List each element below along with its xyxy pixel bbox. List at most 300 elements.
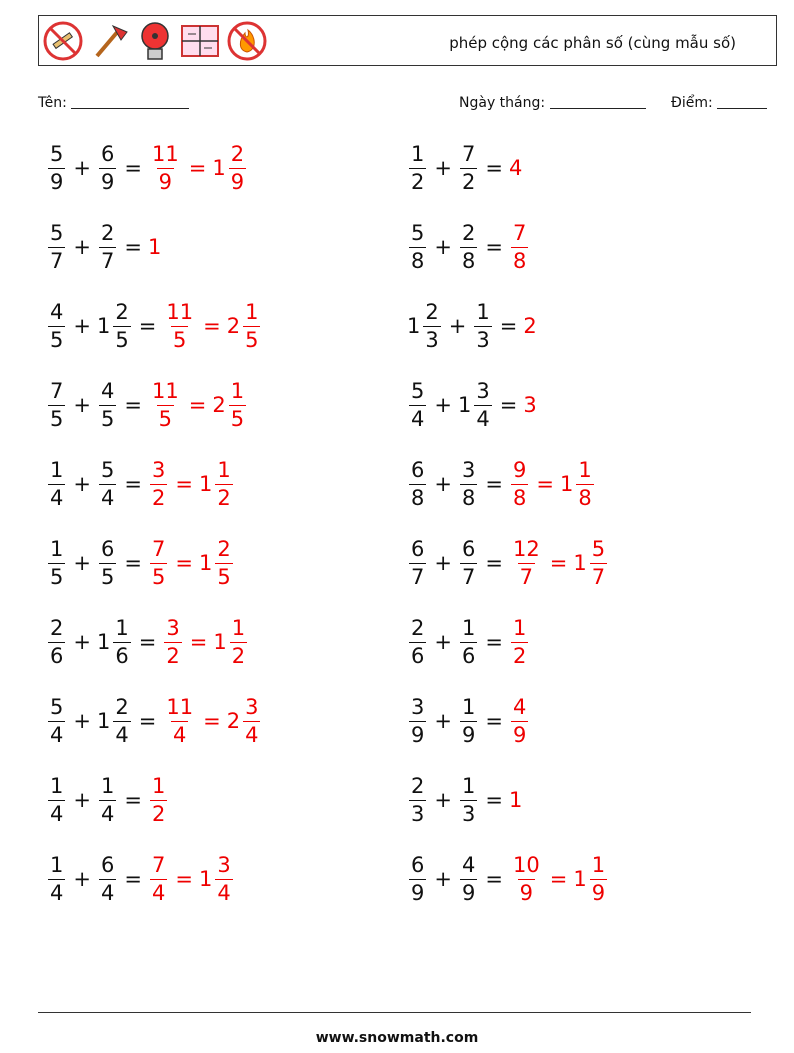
equals-sign: = xyxy=(124,472,142,496)
numerator: 2 xyxy=(115,694,129,719)
fraction xyxy=(511,457,528,510)
fraction xyxy=(48,141,65,194)
answer xyxy=(559,457,596,510)
problem-row xyxy=(407,133,522,203)
fraction xyxy=(99,378,116,431)
fraction xyxy=(460,694,477,747)
equals-sign: = xyxy=(138,630,157,654)
numerator: 6 xyxy=(411,536,425,561)
score-line xyxy=(717,94,767,109)
denominator: 9 xyxy=(512,722,527,747)
answer xyxy=(509,220,530,273)
fraction xyxy=(511,615,528,668)
answer xyxy=(573,536,609,589)
numerator: 3 xyxy=(245,694,259,719)
number xyxy=(46,220,67,273)
fraction xyxy=(460,220,477,273)
equals-sign: = xyxy=(189,630,208,654)
number xyxy=(46,299,67,352)
plus-sign: + xyxy=(434,630,452,654)
numerator: 1 xyxy=(231,615,246,640)
answer xyxy=(198,852,235,905)
denominator: 5 xyxy=(100,564,115,589)
plus-sign: + xyxy=(73,551,91,575)
answer xyxy=(523,393,536,417)
number xyxy=(458,694,479,747)
number xyxy=(407,457,428,510)
denominator: 8 xyxy=(578,485,592,510)
numerator: 1 xyxy=(461,615,476,640)
plus-sign: + xyxy=(434,551,452,575)
fraction xyxy=(576,457,593,510)
numerator: 7 xyxy=(151,852,166,877)
fraction xyxy=(150,141,181,194)
denominator: 2 xyxy=(166,643,180,668)
numerator: 2 xyxy=(50,615,64,640)
number xyxy=(472,299,493,352)
problem-row xyxy=(407,291,537,361)
numerator: 1 xyxy=(50,773,64,798)
numerator: 6 xyxy=(411,852,425,877)
equals-sign: = xyxy=(138,709,157,733)
numerator: 1 xyxy=(591,852,606,877)
number xyxy=(46,852,67,905)
number xyxy=(458,852,479,905)
fraction xyxy=(409,615,426,668)
plus-sign: + xyxy=(434,709,452,733)
whole-part: 1 xyxy=(573,867,587,891)
numerator: 7 xyxy=(50,378,64,403)
number xyxy=(407,852,428,905)
whole-part: 1 xyxy=(457,393,472,417)
answer xyxy=(226,694,263,747)
number xyxy=(46,536,67,589)
numerator: 5 xyxy=(50,141,64,166)
number xyxy=(97,141,118,194)
fraction xyxy=(474,299,491,352)
number xyxy=(97,220,118,273)
answer xyxy=(148,378,183,431)
number xyxy=(97,773,118,826)
numerator: 3 xyxy=(166,615,180,640)
number xyxy=(46,457,67,510)
answer xyxy=(148,536,169,589)
number xyxy=(458,615,479,668)
numerator: 1 xyxy=(476,299,490,324)
whole-part: 1 xyxy=(96,314,111,338)
answer xyxy=(198,536,235,589)
header-icons xyxy=(41,20,269,62)
numerator: 5 xyxy=(100,457,115,482)
fraction xyxy=(409,773,426,826)
whole-part: 1 xyxy=(198,472,213,496)
numerator: 2 xyxy=(411,615,425,640)
equals-sign: = xyxy=(485,630,503,654)
denominator: 5 xyxy=(245,327,259,352)
problem-row xyxy=(407,765,522,835)
denominator: 6 xyxy=(461,643,476,668)
numerator: 5 xyxy=(411,220,425,245)
problem-row xyxy=(46,133,248,203)
fraction xyxy=(230,615,247,668)
equals-sign: = xyxy=(124,393,142,417)
name-line xyxy=(71,94,189,109)
problem-row xyxy=(407,370,537,440)
fraction xyxy=(99,457,116,510)
numerator: 1 xyxy=(461,773,476,798)
plus-sign: + xyxy=(434,867,452,891)
problem-row xyxy=(407,844,609,914)
denominator: 5 xyxy=(50,564,64,589)
denominator: 9 xyxy=(461,722,476,747)
numerator: 2 xyxy=(100,220,115,245)
denominator: 2 xyxy=(231,643,246,668)
denominator: 7 xyxy=(50,248,64,273)
fraction xyxy=(48,852,65,905)
denominator: 5 xyxy=(173,327,187,352)
whole-part: 1 xyxy=(198,551,213,575)
plus-sign: + xyxy=(73,314,91,338)
numerator: 5 xyxy=(411,378,425,403)
plus-sign: + xyxy=(73,788,91,812)
score-label: Điểm: xyxy=(671,95,713,111)
fraction xyxy=(48,220,65,273)
equals-sign: = xyxy=(485,867,503,891)
fraction xyxy=(409,220,426,273)
numerator: 1 xyxy=(461,694,476,719)
whole-part: 2 xyxy=(212,393,226,417)
fraction xyxy=(511,852,542,905)
numerator: 2 xyxy=(461,220,476,245)
denominator: 5 xyxy=(217,564,231,589)
numerator: 10 xyxy=(512,852,540,877)
numerator: 5 xyxy=(50,220,64,245)
number xyxy=(458,141,479,194)
denominator: 2 xyxy=(151,801,166,826)
denominator: 7 xyxy=(411,564,425,589)
answer xyxy=(509,536,544,589)
number xyxy=(407,299,443,352)
numerator: 3 xyxy=(461,457,476,482)
numerator: 2 xyxy=(230,141,245,166)
numerator: 4 xyxy=(50,299,64,324)
denominator: 5 xyxy=(158,406,173,431)
numerator: 2 xyxy=(115,299,129,324)
number xyxy=(457,378,494,431)
fraction xyxy=(48,378,65,431)
numerator: 5 xyxy=(591,536,606,561)
fraction xyxy=(99,536,116,589)
denominator: 2 xyxy=(411,169,425,194)
denominator: 9 xyxy=(461,880,476,905)
denominator: 9 xyxy=(591,880,606,905)
numerator: 5 xyxy=(50,694,64,719)
fraction xyxy=(215,536,232,589)
fraction xyxy=(48,615,65,668)
answer xyxy=(509,615,530,668)
plus-sign: + xyxy=(434,472,452,496)
denominator: 5 xyxy=(230,406,245,431)
answer xyxy=(509,457,530,510)
number xyxy=(96,615,133,668)
score-field xyxy=(671,94,767,111)
fraction xyxy=(150,378,181,431)
denominator: 7 xyxy=(519,564,534,589)
denominator: 4 xyxy=(151,880,166,905)
numerator: 3 xyxy=(476,378,490,403)
problem-row xyxy=(46,370,248,440)
denominator: 3 xyxy=(476,327,490,352)
numerator: 3 xyxy=(411,694,425,719)
answer xyxy=(212,378,248,431)
equals-sign: = xyxy=(485,472,503,496)
answer xyxy=(226,299,263,352)
plus-sign: + xyxy=(73,472,91,496)
numerator: 1 xyxy=(50,852,64,877)
fraction xyxy=(243,694,260,747)
denominator: 9 xyxy=(230,169,245,194)
fraction xyxy=(48,457,65,510)
denominator: 8 xyxy=(411,485,425,510)
answer xyxy=(148,457,169,510)
fraction xyxy=(150,852,167,905)
fraction xyxy=(460,536,477,589)
numerator: 7 xyxy=(512,220,527,245)
denominator: 9 xyxy=(50,169,64,194)
fraction xyxy=(164,694,195,747)
date-field xyxy=(459,94,646,111)
numerator: 7 xyxy=(151,536,166,561)
answer xyxy=(162,694,197,747)
numerator: 1 xyxy=(411,141,425,166)
fraction xyxy=(113,615,130,668)
fraction xyxy=(409,457,426,510)
answer xyxy=(573,852,609,905)
denominator: 7 xyxy=(591,564,606,589)
number xyxy=(97,378,118,431)
denominator: 4 xyxy=(50,801,64,826)
fraction xyxy=(511,536,542,589)
numerator: 1 xyxy=(115,615,129,640)
denominator: 9 xyxy=(100,169,115,194)
fraction xyxy=(229,378,246,431)
fraction xyxy=(48,694,65,747)
fraction xyxy=(409,536,426,589)
footer-divider xyxy=(38,1012,751,1013)
problem-row xyxy=(407,607,530,677)
numerator: 1 xyxy=(245,299,259,324)
answer xyxy=(148,852,169,905)
denominator: 9 xyxy=(519,880,534,905)
problem-row xyxy=(46,449,235,519)
fraction xyxy=(150,457,167,510)
number xyxy=(458,220,479,273)
denominator: 5 xyxy=(115,327,129,352)
denominator: 8 xyxy=(461,248,476,273)
whole-part: 1 xyxy=(96,630,111,654)
number xyxy=(46,615,67,668)
fraction xyxy=(460,615,477,668)
fraction xyxy=(229,141,246,194)
plus-sign: + xyxy=(434,235,452,259)
fraction xyxy=(99,773,116,826)
numerator: 3 xyxy=(217,852,231,877)
fraction xyxy=(150,536,167,589)
equals-sign: = xyxy=(188,156,207,180)
denominator: 4 xyxy=(245,722,259,747)
plus-sign: + xyxy=(73,630,91,654)
plus-sign: + xyxy=(73,393,91,417)
fraction xyxy=(113,299,130,352)
fraction xyxy=(590,852,607,905)
answer xyxy=(212,141,248,194)
numerator: 11 xyxy=(166,694,194,719)
denominator: 4 xyxy=(476,406,490,431)
fraction xyxy=(99,852,116,905)
denominator: 4 xyxy=(100,485,115,510)
numerator: 1 xyxy=(100,773,115,798)
fraction xyxy=(409,694,426,747)
fraction xyxy=(474,378,491,431)
number xyxy=(46,378,67,431)
problem-row xyxy=(46,686,262,756)
denominator: 6 xyxy=(115,643,129,668)
fraction xyxy=(113,694,130,747)
answer xyxy=(509,156,522,180)
answer xyxy=(523,314,536,338)
denominator: 2 xyxy=(217,485,231,510)
equals-sign: = xyxy=(203,709,221,733)
whole-part: 2 xyxy=(226,314,241,338)
numerator: 11 xyxy=(166,299,194,324)
number xyxy=(46,694,67,747)
denominator: 4 xyxy=(217,880,231,905)
equals-sign: = xyxy=(499,314,518,338)
number xyxy=(407,773,428,826)
denominator: 9 xyxy=(411,880,425,905)
denominator: 4 xyxy=(115,722,129,747)
fraction xyxy=(460,141,477,194)
fraction xyxy=(48,299,65,352)
fraction xyxy=(409,852,426,905)
fraction xyxy=(48,773,65,826)
denominator: 8 xyxy=(512,248,527,273)
answer xyxy=(148,141,183,194)
date-line xyxy=(550,94,646,109)
plus-sign: + xyxy=(434,156,452,180)
denominator: 4 xyxy=(411,406,425,431)
fraction xyxy=(511,694,528,747)
number xyxy=(458,536,479,589)
denominator: 9 xyxy=(411,722,425,747)
fraction xyxy=(409,378,426,431)
numerator: 6 xyxy=(100,852,115,877)
denominator: 7 xyxy=(100,248,115,273)
numerator: 2 xyxy=(411,773,425,798)
fraction xyxy=(409,141,426,194)
answer xyxy=(148,773,169,826)
fraction xyxy=(164,299,195,352)
number xyxy=(407,694,428,747)
no-smoking-icon xyxy=(41,20,85,62)
equals-sign: = xyxy=(485,235,503,259)
fraction xyxy=(460,852,477,905)
answer xyxy=(198,457,235,510)
denominator: 6 xyxy=(411,643,425,668)
denominator: 4 xyxy=(173,722,187,747)
number xyxy=(96,694,133,747)
integer: 1 xyxy=(147,235,162,259)
answer xyxy=(162,615,183,668)
fraction xyxy=(511,220,528,273)
plus-sign: + xyxy=(73,867,91,891)
numerator: 9 xyxy=(512,457,527,482)
denominator: 9 xyxy=(158,169,173,194)
denominator: 4 xyxy=(50,485,64,510)
numerator: 2 xyxy=(425,299,439,324)
problem-row xyxy=(46,607,249,677)
whole-part: 1 xyxy=(198,867,213,891)
numerator: 1 xyxy=(151,773,166,798)
whole-part: 1 xyxy=(407,314,421,338)
answer xyxy=(148,235,161,259)
integer: 4 xyxy=(508,156,523,180)
numerator: 11 xyxy=(151,141,179,166)
numerator: 4 xyxy=(100,378,115,403)
numerator: 6 xyxy=(461,536,476,561)
date-label: Ngày tháng: xyxy=(459,95,546,111)
integer: 1 xyxy=(508,788,523,812)
numerator: 12 xyxy=(512,536,540,561)
number xyxy=(407,615,428,668)
no-fire-icon xyxy=(225,20,269,62)
fraction xyxy=(99,220,116,273)
equals-sign: = xyxy=(485,156,503,180)
numerator: 1 xyxy=(217,457,231,482)
whole-part: 1 xyxy=(559,472,574,496)
integer: 3 xyxy=(523,393,537,417)
numerator: 1 xyxy=(512,615,527,640)
equals-sign: = xyxy=(124,867,142,891)
header-box xyxy=(38,15,777,66)
numerator: 7 xyxy=(461,141,476,166)
problem-row xyxy=(46,212,161,282)
equals-sign: = xyxy=(175,472,193,496)
denominator: 4 xyxy=(100,801,115,826)
plus-sign: + xyxy=(434,393,452,417)
numerator: 2 xyxy=(217,536,231,561)
denominator: 2 xyxy=(512,643,527,668)
denominator: 8 xyxy=(512,485,527,510)
equals-sign: = xyxy=(549,867,568,891)
number xyxy=(407,141,428,194)
fraction xyxy=(150,773,167,826)
equals-sign: = xyxy=(536,472,554,496)
numerator: 11 xyxy=(151,378,179,403)
numerator: 1 xyxy=(50,457,64,482)
equals-sign: = xyxy=(203,314,221,338)
numerator: 6 xyxy=(100,141,115,166)
equals-sign: = xyxy=(485,788,503,812)
number xyxy=(46,141,67,194)
fraction xyxy=(460,773,477,826)
number xyxy=(46,773,67,826)
fraction xyxy=(99,141,116,194)
number xyxy=(407,220,428,273)
equals-sign: = xyxy=(124,788,142,812)
denominator: 5 xyxy=(50,406,64,431)
equals-sign: = xyxy=(188,393,207,417)
